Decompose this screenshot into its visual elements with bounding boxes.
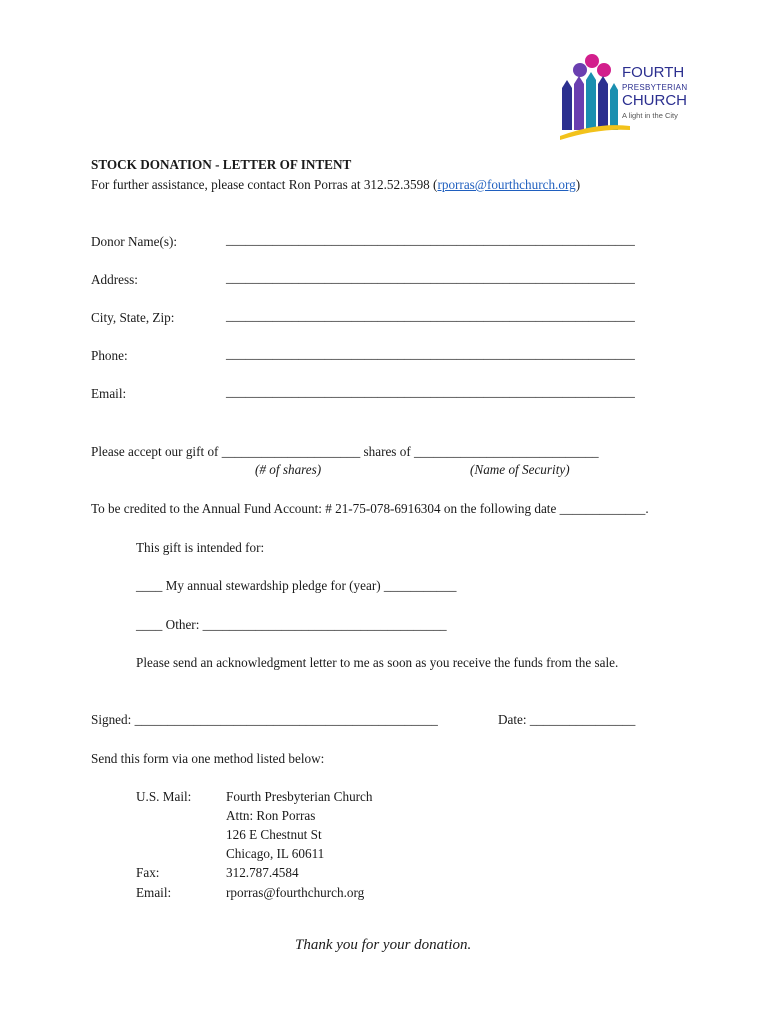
other-option[interactable]: ____ Other: _____________________________________ [136,617,447,632]
acknowledgment-text: Please send an acknowledgment letter to me as soon as you receive the funds from the sale. [136,655,619,670]
email-label: Email: [91,386,127,401]
contact-email-link[interactable]: rporras@fourthchurch.org [437,177,576,192]
send-email-label: Email: [136,885,172,900]
gift-statement[interactable]: Please accept our gift of _____________________ shares of ____________________________ [91,444,599,459]
mail-address-line: Chicago, IL 60611 [226,846,325,861]
signature-line[interactable]: Signed: ______________________________________________ [91,712,438,727]
logo-line-presbyterian: PRESBYTERIAN [622,83,688,92]
phone-field[interactable]: ______________________________________________________________ [226,346,635,361]
fax-label: Fax: [136,865,160,880]
mail-address-line: Fourth Presbyterian Church [226,789,373,804]
phone-label: Phone: [91,348,128,363]
contact-suffix: ) [575,177,581,192]
contact-prefix: For further assistance, please contact Ron Porras at 312.52.3598 ( [91,177,438,192]
contact-line [91,177,580,193]
donor-name-label: Donor Name(s): [91,234,178,249]
stewardship-pledge-option[interactable]: ____ My annual stewardship pledge for (year) ___________ [136,578,457,593]
logo-line-fourth: FOURTH [622,64,685,81]
send-email-value[interactable]: rporras@fourthchurch.org [226,885,365,900]
mail-address-line: Attn: Ron Porras [226,808,316,823]
thank-you-note: Thank you for your donation. [295,937,472,953]
address-field[interactable]: ______________________________________________________________ [226,270,635,285]
address-label: Address: [91,272,138,287]
email-field[interactable]: ______________________________________________________________ [226,384,635,399]
shares-caption: (# of shares) [255,462,322,477]
mail-address-line: 126 E Chestnut St [226,827,322,842]
mail-label: U.S. Mail: [136,789,192,804]
fax-value: 312.787.4584 [226,865,299,880]
send-heading: Send this form via one method listed below: [91,751,325,766]
date-line[interactable]: Date: ________________ [498,712,636,727]
donor-name-field[interactable]: ______________________________________________________________ [226,232,635,247]
logo-line-church: CHURCH [622,92,687,109]
credit-statement[interactable]: To be credited to the Annual Fund Account: # 21-75-078-6916304 on the following date _____________. [91,501,649,516]
security-caption: (Name of Security) [470,462,570,477]
logo-tagline: A light in the City [622,111,678,120]
form-title: STOCK DONATION - LETTER OF INTENT [91,157,352,172]
intent-heading: This gift is intended for: [136,540,265,555]
city-state-zip-label: City, State, Zip: [91,310,175,325]
city-state-zip-field[interactable]: ______________________________________________________________ [226,308,635,323]
